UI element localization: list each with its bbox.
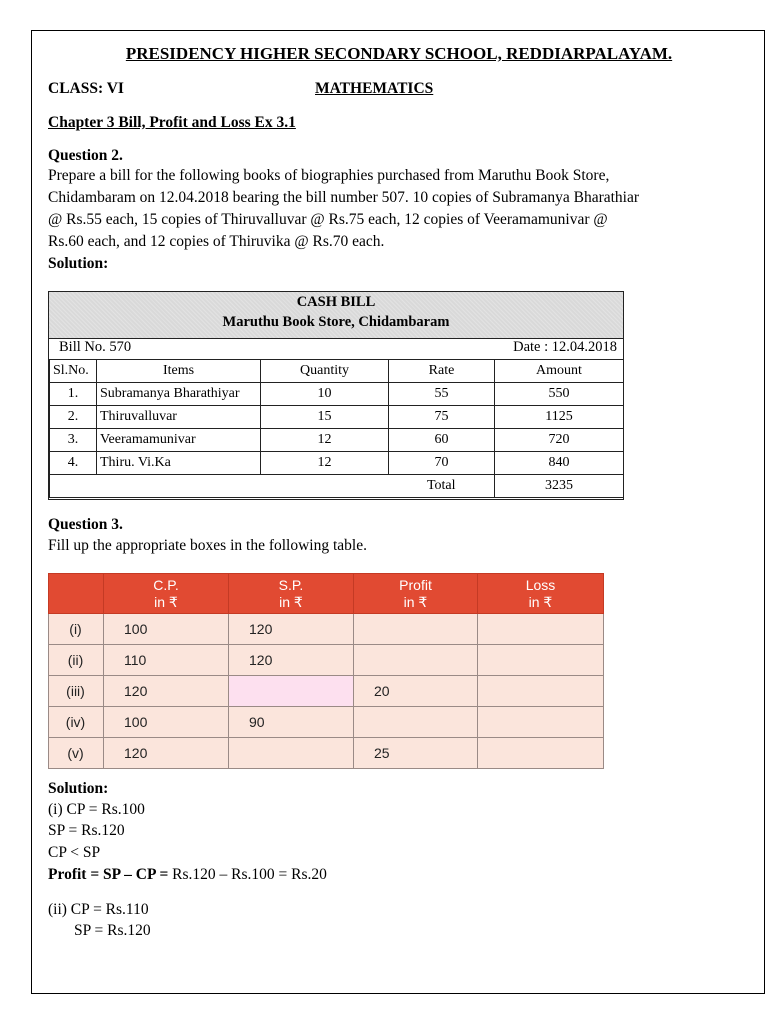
bill-cell: 4.	[50, 452, 97, 475]
loss-cell	[478, 707, 604, 738]
cash-bill-header	[49, 292, 623, 339]
profit-cell: 20	[354, 676, 478, 707]
cp-sp-col-header	[478, 574, 604, 614]
bill-table	[49, 359, 624, 498]
row-label: (i)	[49, 614, 104, 645]
bill-col-header: Rate	[389, 360, 495, 383]
cp-cell: 110	[104, 645, 229, 676]
question-2-text	[48, 165, 639, 253]
loss-cell	[478, 614, 604, 645]
subject-label: MATHEMATICS	[315, 80, 434, 97]
bill-row	[50, 406, 624, 429]
bill-number: Bill No. 570	[59, 339, 132, 355]
class-label: CLASS: VI	[48, 80, 124, 97]
q2-line: Chidambaram on 12.04.2018 bearing the bill number 507. 10 copies of Subramanya Bharathiar	[48, 189, 640, 206]
school-title: PRESIDENCY HIGHER SECONDARY SCHOOL, REDDIARPALAYAM.	[125, 44, 673, 63]
bill-cell: 12	[261, 429, 389, 452]
loss-cell	[478, 645, 604, 676]
bill-col-header: Sl.No.	[50, 360, 97, 383]
cp-cell: 120	[104, 738, 229, 769]
loss-cell	[478, 738, 604, 769]
cp-cell: 100	[104, 614, 229, 645]
profit-cell: 25	[354, 738, 478, 769]
col-header-unit: in ₹	[528, 593, 553, 610]
q2-line: Prepare a bill for the following books of biographies purchased from Maruthu Book Store,	[48, 167, 610, 184]
cp-cell: 120	[104, 676, 229, 707]
bill-cell: Subramanya Bharathiyar	[97, 383, 261, 406]
cp-sp-table	[48, 573, 604, 769]
cp-sp-col-header	[104, 574, 229, 614]
bill-cell: 60	[389, 429, 495, 452]
question-2-title: Question 2.	[48, 147, 123, 164]
sp-cell: 90	[229, 707, 354, 738]
bill-cell: 12	[261, 452, 389, 475]
cp-sp-row	[49, 645, 604, 676]
solution-i-compare: CP < SP	[48, 844, 101, 861]
row-label: (v)	[49, 738, 104, 769]
bill-cell: 10	[261, 383, 389, 406]
bill-row	[50, 429, 624, 452]
question-3-text: Fill up the appropriate boxes in the following table.	[48, 537, 367, 554]
q2-solution-label: Solution:	[48, 255, 109, 272]
sp-cell: 120	[229, 645, 354, 676]
cp-sp-row	[49, 676, 604, 707]
bill-cell: Thiruvalluvar	[97, 406, 261, 429]
bill-col-header: Amount	[495, 360, 624, 383]
row-label: (iii)	[49, 676, 104, 707]
profit-cell	[354, 645, 478, 676]
row-label: (ii)	[49, 645, 104, 676]
col-header-line: Loss	[525, 576, 556, 593]
cp-sp-col-header	[354, 574, 478, 614]
cp-sp-col-header	[229, 574, 354, 614]
cp-sp-header-row	[49, 574, 604, 614]
col-header-line: S.P.	[278, 576, 304, 593]
col-header-unit: in ₹	[279, 593, 303, 610]
solution-i-profit	[48, 866, 327, 884]
cash-bill-store: Maruthu Book Store, Chidambaram	[222, 314, 450, 330]
bill-col-header: Items	[97, 360, 261, 383]
page-frame	[31, 30, 765, 994]
bill-row	[50, 383, 624, 406]
bill-cell: 15	[261, 406, 389, 429]
bill-cell: 70	[389, 452, 495, 475]
bill-total-value: 3235	[495, 475, 624, 498]
bill-header-row	[50, 360, 624, 383]
cp-sp-row	[49, 614, 604, 645]
bill-cell: 1.	[50, 383, 97, 406]
sp-cell: 120	[229, 614, 354, 645]
solution-i-cp: (i) CP = Rs.100	[48, 801, 145, 818]
q2-line: @ Rs.55 each, 15 copies of Thiruvalluvar @ Rs.75 each, 12 copies of Veeramamunivar @	[48, 211, 608, 228]
bill-total-label: Total	[389, 475, 495, 498]
col-header-unit: in ₹	[154, 593, 178, 610]
bill-cell: 840	[495, 452, 624, 475]
bill-row	[50, 452, 624, 475]
chapter-title: Chapter 3 Bill, Profit and Loss Ex 3.1	[48, 114, 296, 131]
sp-cell	[229, 676, 354, 707]
question-3-title: Question 3.	[48, 516, 123, 533]
solution-ii-sp: SP = Rs.120	[74, 922, 151, 939]
bill-cell: 2.	[50, 406, 97, 429]
bill-cell: 3.	[50, 429, 97, 452]
cp-sp-corner	[49, 574, 104, 614]
profit-formula: Profit = SP – CP =	[48, 866, 169, 883]
q3-solution-label: Solution:	[48, 780, 109, 797]
bill-cell: 1125	[495, 406, 624, 429]
cash-bill	[48, 291, 624, 500]
row-label: (iv)	[49, 707, 104, 738]
profit-cell	[354, 707, 478, 738]
bill-date: Date : 12.04.2018	[513, 339, 617, 355]
solution-ii-cp: (ii) CP = Rs.110	[48, 901, 149, 918]
q2-line: Rs.60 each, and 12 copies of Thiruvika @ Rs.70 each.	[48, 233, 385, 250]
sp-cell	[229, 738, 354, 769]
solution-i-sp: SP = Rs.120	[48, 822, 125, 839]
profit-calc: Rs.120 – Rs.100 = Rs.20	[168, 866, 327, 883]
loss-cell	[478, 676, 604, 707]
bill-cell: 550	[495, 383, 624, 406]
bill-col-header: Quantity	[261, 360, 389, 383]
bill-cell: Thiru. Vi.Ka	[97, 452, 261, 475]
bill-total-blank	[50, 475, 389, 498]
cash-bill-title: CASH BILL	[296, 294, 376, 310]
cp-sp-row	[49, 738, 604, 769]
col-header-unit: in ₹	[403, 593, 428, 610]
bill-cell: 720	[495, 429, 624, 452]
col-header-line: C.P.	[153, 576, 179, 593]
bill-cell: 75	[389, 406, 495, 429]
bill-cell: Veeramamunivar	[97, 429, 261, 452]
col-header-line: Profit	[399, 576, 432, 593]
cp-cell: 100	[104, 707, 229, 738]
cp-sp-row	[49, 707, 604, 738]
bill-total-row	[50, 475, 624, 498]
bill-cell: 55	[389, 383, 495, 406]
profit-cell	[354, 614, 478, 645]
